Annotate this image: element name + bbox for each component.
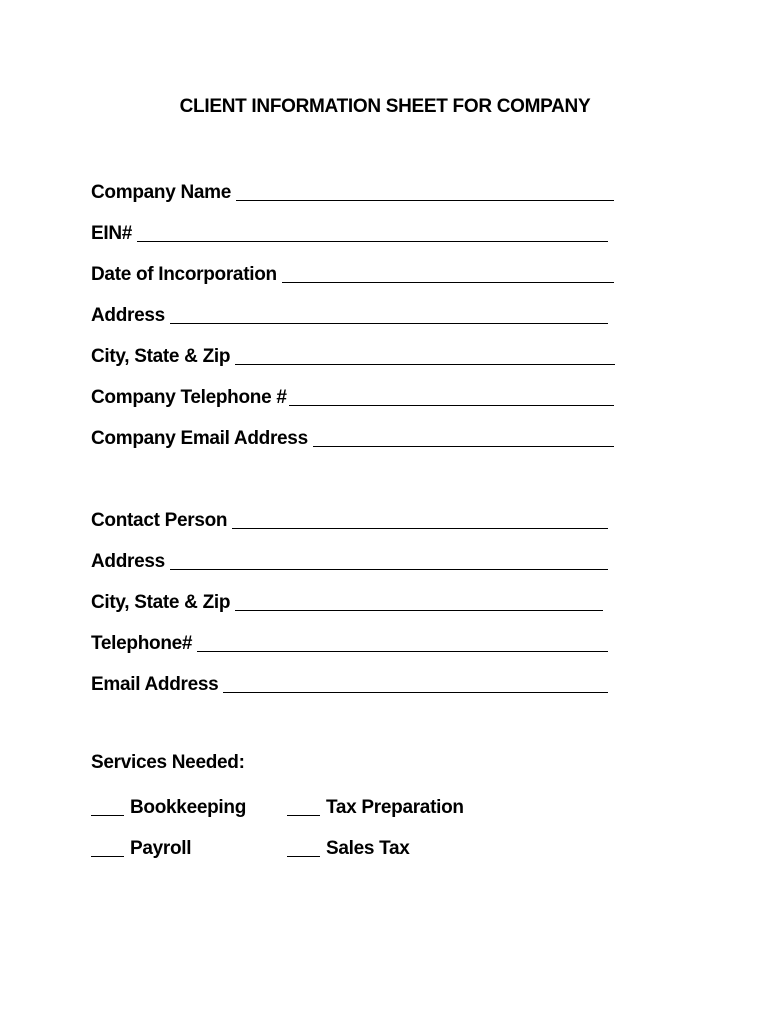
company-address-label: Address — [91, 305, 165, 326]
company-name-field[interactable] — [91, 178, 614, 204]
contact-city-state-zip-field[interactable] — [91, 588, 603, 614]
date-of-incorporation-label: Date of Incorporation — [91, 264, 277, 285]
company-email-field[interactable] — [91, 424, 614, 450]
contact-address-field[interactable] — [91, 547, 608, 573]
services-needed-heading: Services Needed: — [91, 752, 245, 773]
contact-telephone-field[interactable] — [91, 629, 608, 655]
contact-email-input-line[interactable] — [223, 692, 608, 693]
ein-field[interactable] — [91, 219, 608, 245]
ein-input-line[interactable] — [137, 241, 608, 242]
company-city-state-zip-field[interactable] — [91, 342, 615, 368]
contact-city-state-zip-input-line[interactable] — [235, 610, 603, 611]
company-email-label: Company Email Address — [91, 428, 308, 449]
company-name-input-line[interactable] — [236, 200, 614, 201]
contact-person-label: Contact Person — [91, 510, 228, 531]
service-option-sales-tax[interactable] — [287, 834, 410, 860]
company-telephone-field[interactable] — [91, 383, 614, 409]
company-telephone-label: Company Telephone # — [91, 387, 287, 408]
service-option-bookkeeping[interactable] — [91, 793, 246, 819]
ein-label: EIN# — [91, 223, 133, 244]
tax-preparation-checkbox-blank[interactable] — [287, 815, 320, 816]
payroll-label: Payroll — [130, 838, 192, 859]
date-of-incorporation-field[interactable] — [91, 260, 614, 286]
payroll-checkbox-blank[interactable] — [91, 856, 124, 857]
company-city-state-zip-label: City, State & Zip — [91, 346, 231, 367]
tax-preparation-label: Tax Preparation — [326, 797, 464, 818]
sales-tax-checkbox-blank[interactable] — [287, 856, 320, 857]
contact-address-label: Address — [91, 551, 165, 572]
company-address-field[interactable] — [91, 301, 608, 327]
company-name-label: Company Name — [91, 182, 231, 203]
service-option-payroll[interactable] — [91, 834, 191, 860]
document-title: CLIENT INFORMATION SHEET FOR COMPANY — [179, 96, 591, 117]
contact-address-input-line[interactable] — [170, 569, 608, 570]
contact-email-label: Email Address — [91, 674, 219, 695]
company-city-state-zip-input-line[interactable] — [235, 364, 615, 365]
contact-person-input-line[interactable] — [232, 528, 608, 529]
contact-email-field[interactable] — [91, 670, 608, 696]
company-telephone-input-line[interactable] — [289, 405, 614, 406]
service-option-tax-preparation[interactable] — [287, 793, 464, 819]
bookkeeping-label: Bookkeeping — [130, 797, 246, 818]
company-email-input-line[interactable] — [313, 446, 614, 447]
contact-telephone-input-line[interactable] — [197, 651, 608, 652]
company-address-input-line[interactable] — [170, 323, 608, 324]
bookkeeping-checkbox-blank[interactable] — [91, 815, 124, 816]
contact-person-field[interactable] — [91, 506, 608, 532]
date-of-incorporation-input-line[interactable] — [282, 282, 614, 283]
contact-city-state-zip-label: City, State & Zip — [91, 592, 231, 613]
sales-tax-label: Sales Tax — [326, 838, 410, 859]
contact-telephone-label: Telephone# — [91, 633, 193, 654]
